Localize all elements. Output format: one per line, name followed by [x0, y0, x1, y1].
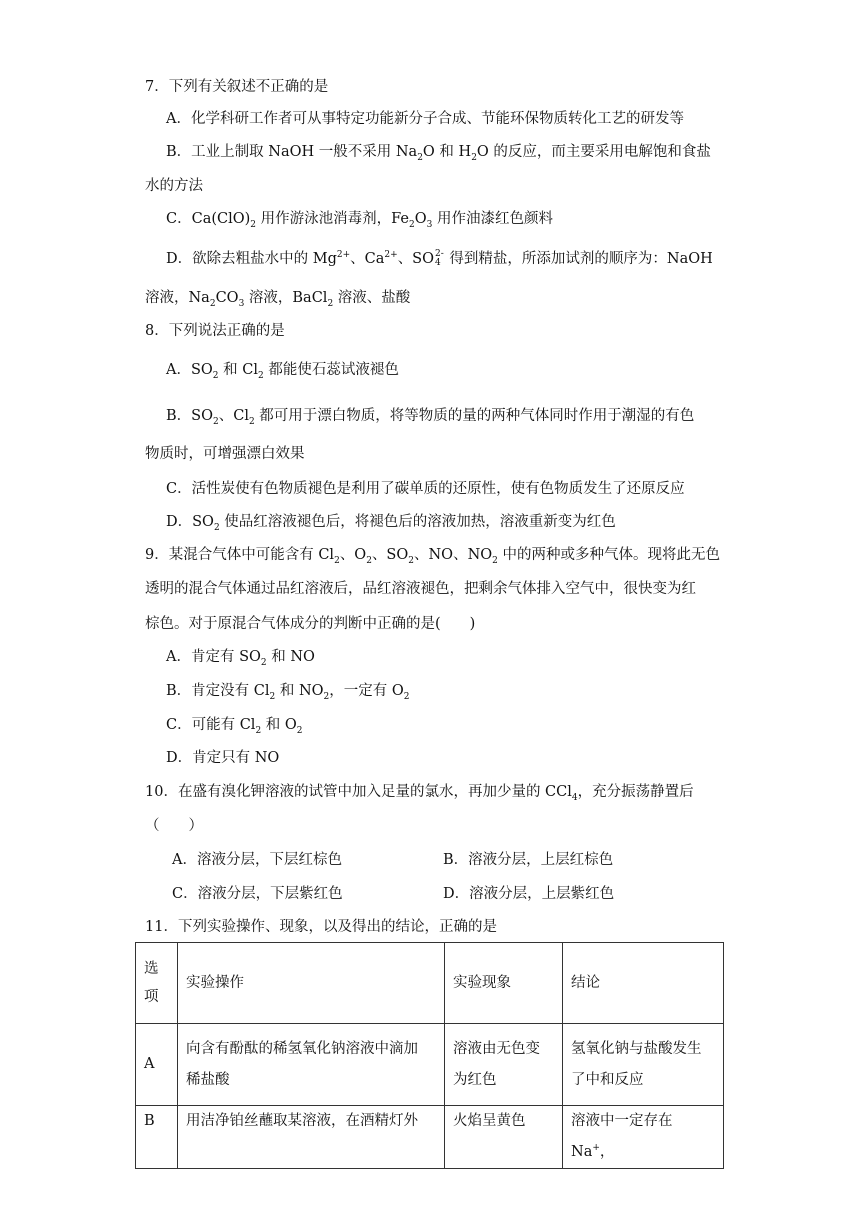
table-header-row [136, 943, 724, 1024]
q10-option-a: A．溶液分层，下层红棕色 [172, 852, 342, 868]
row-phenomenon: 溶液由无色变 为红色 [445, 1024, 563, 1106]
q8-option-a: A．$SO_2$ 和 $Cl_2$ 都能使石蕊试液褪色 [166, 362, 399, 381]
q7-option-d-line1: D．欲除去粗盐水中的 $Mg^{2+}$、$Ca^{2+}$、SO 2- 4 得到精盐，所添加试剂的顺序为：NaOH [166, 249, 713, 268]
q9-option-d: D．肯定只有 NO [166, 750, 280, 766]
q10-option-c: C．溶液分层，下层紫红色 [172, 886, 343, 902]
q9-option-b: B．肯定没有 $Cl_2$ 和 $NO_2$，一定有 $O_2$ [166, 683, 410, 702]
q8-option-b-line1: B．$SO_2$、$Cl_2$ 都可用于漂白物质，将等物质的量的两种气体同时作用于潮湿的有色 [166, 408, 695, 427]
q7-stem: 7．下列有关叙述不正确的是 [145, 79, 329, 95]
q11-stem: 11．下列实验操作、现象，以及得出的结论，正确的是 [145, 919, 497, 935]
q9-stem-line1: 9．某混合气体中可能含有 $Cl_2$、$O_2$、$SO_2$、NO、$NO_2$ 中的两种或多种气体。现将此无色 [145, 547, 720, 566]
q9-stem-line3: 棕色。对于原混合气体成分的判断中正确的是( ) [145, 616, 476, 632]
row-conclusion: 氢氧化钠与盐酸发生 了中和反应 [563, 1024, 724, 1106]
q8-option-b-line2: 物质时，可增强漂白效果 [145, 446, 305, 462]
q11-table [135, 942, 724, 1169]
q9-option-a: A．肯定有 $SO_2$ 和 NO [166, 649, 315, 668]
q10-stem-line1: 10．在盛有溴化钾溶液的试管中加入足量的氯水，再加少量的 CCl$_4$，充分振荡静置后 [145, 784, 694, 803]
header-operation: 实验操作 [178, 943, 445, 1024]
header-conclusion: 结论 [563, 943, 724, 1024]
row-operation: 向含有酚酞的稀氢氧化钠溶液中滴加 稀盐酸 [178, 1024, 445, 1106]
q9-option-c: C．可能有 $Cl_2$ 和 $O_2$ [166, 717, 303, 736]
row-option: A [136, 1024, 178, 1106]
q10-stem-line2: （ ） [145, 818, 203, 834]
q10-option-d: D．溶液分层，上层紫红色 [443, 886, 615, 902]
table-row [136, 1024, 724, 1106]
q7-option-b-line1: B．工业上制取 NaOH 一般不采用 $Na_2O$ 和 $H_2O$ 的反应，而主要采用电解饱和食盐 [166, 144, 711, 163]
row-operation: 用洁净铂丝蘸取某溶液，在酒精灯外 [178, 1106, 445, 1169]
row-option: B [136, 1106, 178, 1169]
q9-stem-line2: 透明的混合气体通过品红溶液后，品红溶液褪色，把剩余气体排入空气中，很快变为红 [145, 581, 696, 597]
row-conclusion: 溶液中一定存在 Na+， [563, 1106, 724, 1169]
q8-option-d: D．$SO_2$ 使品红溶液褪色后，将褪色后的溶液加热，溶液重新变为红色 [166, 514, 616, 533]
q7-option-a: A．化学科研工作者可从事特定功能新分子合成、节能环保物质转化工艺的研发等 [166, 111, 684, 127]
header-phenomenon: 实验现象 [445, 943, 563, 1024]
q10-option-b: B．溶液分层，上层红棕色 [443, 852, 614, 868]
sulfate-charge-stack: 2- 4 [435, 249, 444, 268]
header-option: 选 项 [136, 943, 178, 1024]
q7-option-d-line2: 溶液，$Na_2CO_3$ 溶液，BaCl$_2$ 溶液、盐酸 [145, 290, 411, 309]
q8-stem: 8．下列说法正确的是 [145, 323, 285, 339]
q7-option-c: C．$Ca(ClO)_2$ 用作游泳池消毒剂，$Fe_2O_3$ 用作油漆红色颜料 [166, 211, 553, 230]
q8-option-c: C．活性炭使有色物质褪色是利用了碳单质的还原性，使有色物质发生了还原反应 [166, 481, 685, 497]
q7-option-b-line2: 水的方法 [145, 178, 203, 194]
row-phenomenon: 火焰呈黄色 [445, 1106, 563, 1169]
table-row [136, 1106, 724, 1169]
